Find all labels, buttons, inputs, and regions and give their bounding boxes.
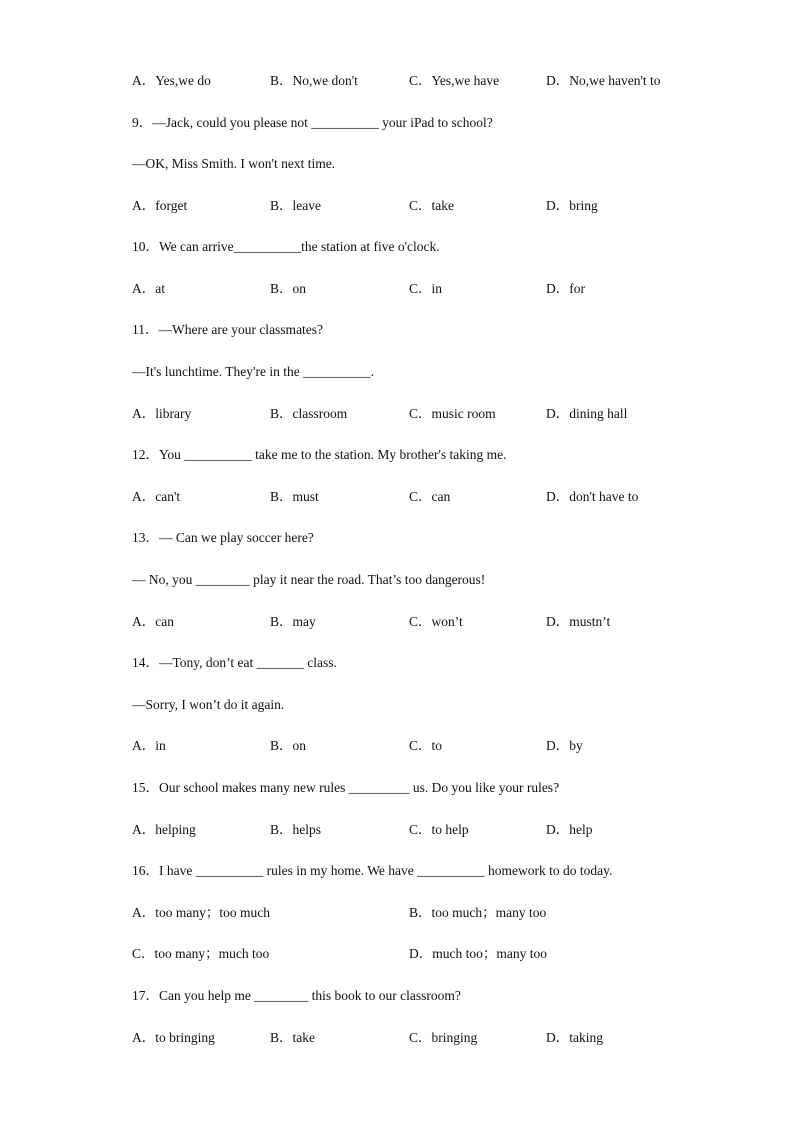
q17-option-b: B．take <box>270 1030 315 1045</box>
q8-options <box>132 72 692 90</box>
q13-option-b: B．may <box>270 614 316 629</box>
q8-option-c: C．Yes,we have <box>409 73 500 88</box>
q12-option-c: C．can <box>409 489 451 504</box>
q16-option-a: A．too many；too much <box>132 905 270 920</box>
q11-option-a: A．library <box>132 406 192 421</box>
q10-option-b: B．on <box>270 281 307 296</box>
q13-option-d: D．mustn’t <box>546 614 611 629</box>
q9-stem: 9．—Jack, could you please not __________ your iPad to school? <box>132 115 493 130</box>
q17-stem: 17．Can you help me ________ this book to our classroom? <box>132 988 461 1003</box>
q13-option-a: A．can <box>132 614 174 629</box>
q12-option-d: D．don't have to <box>546 489 639 504</box>
q8-option-d: D．No,we haven't to <box>546 73 661 88</box>
q12-options <box>132 488 692 506</box>
q11-option-c: C．music room <box>409 406 496 421</box>
q10-options <box>132 280 692 298</box>
q12-option-a: A．can't <box>132 489 181 504</box>
q13-reply: — No, you ________ play it near the road. That’s too dangerous! <box>132 572 486 587</box>
q8-option-b: B．No,we don't <box>270 73 358 88</box>
q15-option-b: B．helps <box>270 822 322 837</box>
q11-stem: 11．—Where are your classmates? <box>132 322 324 337</box>
q14-options <box>132 737 692 755</box>
q14-stem: 14．—Tony, don’t eat _______ class. <box>132 655 337 670</box>
q9-option-d: D．bring <box>546 198 598 213</box>
q11-reply: —It's lunchtime. They're in the __________. <box>132 364 374 379</box>
q14-option-d: D．by <box>546 738 583 753</box>
q11-option-d: D．dining hall <box>546 406 628 421</box>
q9-option-b: B．leave <box>270 198 321 213</box>
q11-options <box>132 405 692 423</box>
q14-reply: —Sorry, I won’t do it again. <box>132 697 285 712</box>
q12-stem: 12．You __________ take me to the station. My brother's taking me. <box>132 447 507 462</box>
q16-option-b: B．too much；many too <box>409 905 547 920</box>
q10-option-d: D．for <box>546 281 585 296</box>
q9-reply: —OK, Miss Smith. I won't next time. <box>132 156 336 171</box>
q14-option-b: B．on <box>270 738 307 753</box>
q16-options-row1 <box>132 904 692 922</box>
q17-option-c: C．bringing <box>409 1030 478 1045</box>
q16-option-d: D．much too；many too <box>409 946 547 961</box>
q17-option-a: A．to bringing <box>132 1030 215 1045</box>
q16-options-row2 <box>132 945 692 963</box>
q15-options <box>132 821 692 839</box>
q9-options <box>132 197 692 215</box>
q17-option-d: D．taking <box>546 1030 603 1045</box>
q17-options <box>132 1029 692 1047</box>
q15-stem: 15．Our school makes many new rules _________ us. Do you like your rules? <box>132 780 560 795</box>
q13-option-c: C．won’t <box>409 614 463 629</box>
q9-option-c: C．take <box>409 198 454 213</box>
q16-stem: 16．I have __________ rules in my home. We have __________ homework to do today. <box>132 863 613 878</box>
q9-option-a: A．forget <box>132 198 188 213</box>
q13-options <box>132 613 692 631</box>
q15-option-d: D．help <box>546 822 593 837</box>
q15-option-c: C．to help <box>409 822 469 837</box>
q10-option-a: A．at <box>132 281 165 296</box>
q14-option-c: C．to <box>409 738 443 753</box>
q10-stem: 10．We can arrive__________the station at five o'clock. <box>132 239 440 254</box>
q10-option-c: C．in <box>409 281 443 296</box>
q11-option-b: B．classroom <box>270 406 348 421</box>
q16-option-c: C．too many；much too <box>132 946 270 961</box>
q15-option-a: A．helping <box>132 822 196 837</box>
q13-stem: 13．— Can we play soccer here? <box>132 530 314 545</box>
q8-option-a: A．Yes,we do <box>132 73 211 88</box>
q14-option-a: A．in <box>132 738 166 753</box>
q12-option-b: B．must <box>270 489 319 504</box>
